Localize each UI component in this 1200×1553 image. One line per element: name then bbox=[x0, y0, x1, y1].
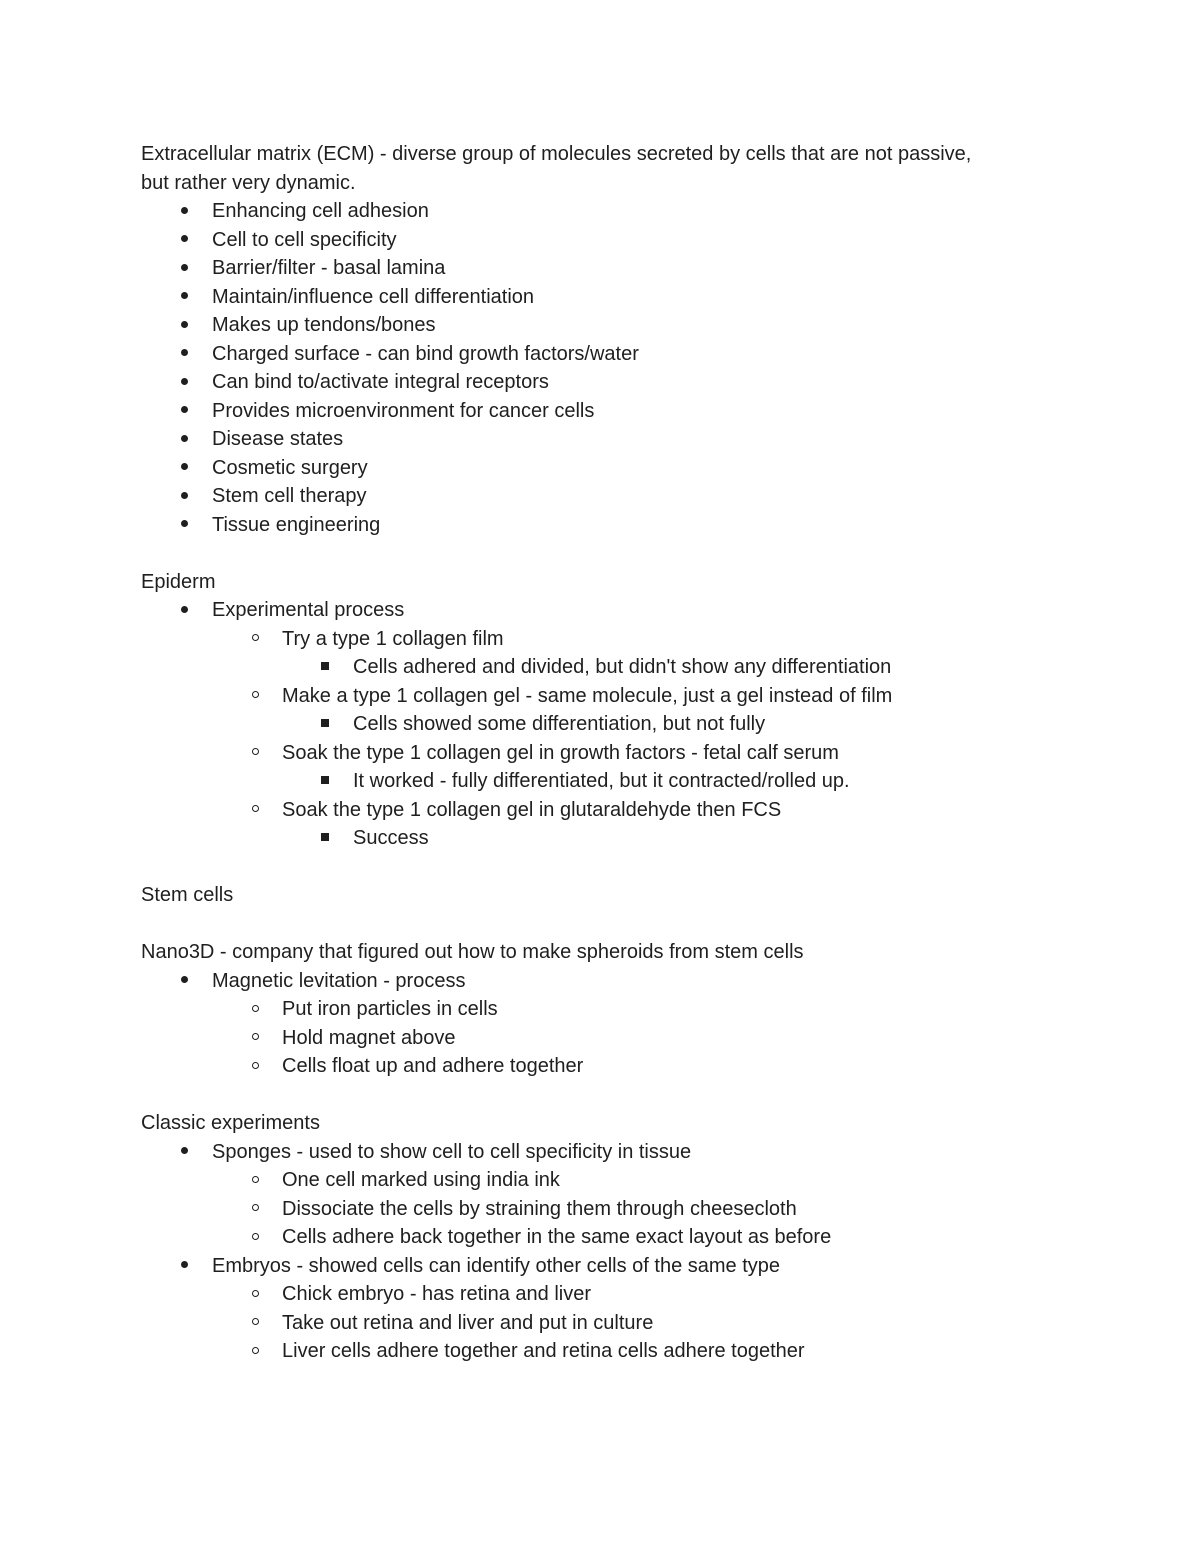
filled-circle-icon bbox=[174, 482, 194, 511]
list-item-level-1 bbox=[141, 254, 1061, 283]
sub-sub-bullet-marker bbox=[321, 719, 329, 727]
sub-sub-bullet-marker bbox=[321, 833, 329, 841]
filled-circle-icon bbox=[174, 1138, 194, 1167]
list-item-text: Experimental process bbox=[212, 599, 405, 621]
list-item-text: Put iron particles in cells bbox=[282, 998, 498, 1020]
filled-circle-icon bbox=[174, 596, 194, 625]
section-4 bbox=[141, 1109, 1061, 1366]
list-item-level-1 bbox=[141, 482, 1061, 511]
sub-bullet-marker bbox=[252, 1290, 259, 1297]
filled-circle-icon bbox=[174, 397, 194, 426]
list-item-text: Can bind to/activate integral receptors bbox=[212, 371, 549, 393]
list-item-level-2 bbox=[141, 1337, 1061, 1366]
hollow-circle-icon bbox=[245, 1024, 265, 1053]
filled-circle-icon bbox=[174, 967, 194, 996]
list-item-text: Embryos - showed cells can identify other cells of the same type bbox=[212, 1254, 781, 1277]
list-item-level-2 bbox=[141, 995, 1061, 1024]
list-item-text: Sponges - used to show cell to cell specificity in tissue bbox=[212, 1140, 692, 1163]
list-item-level-2 bbox=[141, 682, 1061, 711]
section-heading: Stem cells bbox=[141, 884, 234, 906]
list-item-text: Success bbox=[353, 827, 429, 849]
section-1 bbox=[141, 568, 1061, 853]
sub-bullet-marker bbox=[252, 1233, 259, 1240]
list-item-text: Try a type 1 collagen film bbox=[282, 627, 504, 650]
sub-bullet-marker bbox=[252, 1347, 259, 1354]
list-item-level-1 bbox=[141, 197, 1061, 226]
bullet-marker bbox=[181, 321, 188, 328]
list-item-level-3 bbox=[141, 710, 1061, 739]
list-item-text: One cell marked using india ink bbox=[282, 1169, 560, 1191]
hollow-circle-icon bbox=[245, 1337, 265, 1366]
hollow-circle-icon bbox=[245, 739, 265, 768]
list-item-text: Soak the type 1 collagen gel in growth factors - fetal calf serum bbox=[282, 741, 839, 764]
list-item-text: Take out retina and liver and put in culture bbox=[282, 1311, 654, 1334]
list-item-level-3 bbox=[141, 653, 1061, 682]
list-item-text: Barrier/filter - basal lamina bbox=[212, 257, 446, 279]
filled-circle-icon bbox=[174, 368, 194, 397]
hollow-circle-icon bbox=[245, 1223, 265, 1252]
hollow-circle-icon bbox=[245, 1309, 265, 1338]
filled-circle-icon bbox=[174, 254, 194, 283]
list-item-text: Chick embryo - has retina and liver bbox=[282, 1283, 592, 1305]
bullet-marker bbox=[181, 1261, 188, 1268]
filled-square-icon bbox=[315, 824, 335, 853]
filled-circle-icon bbox=[174, 454, 194, 483]
bullet-marker bbox=[181, 292, 188, 299]
sub-bullet-marker bbox=[252, 1005, 259, 1012]
list-item-text: Maintain/influence cell differentiation bbox=[212, 285, 535, 308]
section-2 bbox=[141, 881, 1061, 910]
hollow-circle-icon bbox=[245, 1195, 265, 1224]
list-item-level-2 bbox=[141, 1309, 1061, 1338]
bullet-marker bbox=[181, 378, 188, 385]
list-item-level-1 bbox=[141, 511, 1061, 540]
hollow-circle-icon bbox=[245, 796, 265, 825]
bullet-marker bbox=[181, 406, 188, 413]
list-item-text: Cells adhered and divided, but didn't show any differentiation bbox=[353, 656, 892, 678]
list-item-text: Liver cells adhere together and retina cells adhere together bbox=[282, 1340, 805, 1362]
sub-bullet-marker bbox=[252, 1062, 259, 1069]
filled-circle-icon bbox=[174, 1252, 194, 1281]
filled-circle-icon bbox=[174, 197, 194, 226]
list-item-level-1 bbox=[141, 226, 1061, 255]
list-item-level-3 bbox=[141, 824, 1061, 853]
list-item-text: Cosmetic surgery bbox=[212, 456, 368, 479]
blank-line bbox=[141, 853, 1061, 882]
sub-bullet-marker bbox=[252, 1204, 259, 1211]
bullet-marker bbox=[181, 264, 188, 271]
list-item-level-1 bbox=[141, 1252, 1061, 1281]
bullet-marker bbox=[181, 606, 188, 613]
list-item-text: Cells showed some differentiation, but not fully bbox=[353, 713, 766, 735]
sub-bullet-marker bbox=[252, 634, 259, 641]
hollow-circle-icon bbox=[245, 995, 265, 1024]
filled-square-icon bbox=[315, 767, 335, 796]
section-heading: Nano3D - company that figured out how to make spheroids from stem cells bbox=[141, 941, 804, 963]
list-item-level-1 bbox=[141, 967, 1061, 996]
list-item-level-2 bbox=[141, 625, 1061, 654]
list-item-level-2 bbox=[141, 1166, 1061, 1195]
filled-square-icon bbox=[315, 653, 335, 682]
hollow-circle-icon bbox=[245, 1166, 265, 1195]
list-item-text: Hold magnet above bbox=[282, 1026, 456, 1049]
list-item-level-1 bbox=[141, 368, 1061, 397]
filled-circle-icon bbox=[174, 283, 194, 312]
list-item-text: Magnetic levitation - process bbox=[212, 969, 466, 992]
blank-line bbox=[141, 539, 1061, 568]
sub-sub-bullet-marker bbox=[321, 776, 329, 784]
list-item-level-1 bbox=[141, 454, 1061, 483]
section-heading: but rather very dynamic. bbox=[141, 171, 356, 194]
filled-circle-icon bbox=[174, 311, 194, 340]
hollow-circle-icon bbox=[245, 682, 265, 711]
filled-circle-icon bbox=[174, 425, 194, 454]
document-page bbox=[141, 140, 1061, 1366]
bullet-marker bbox=[181, 463, 188, 470]
list-item-text: Make a type 1 collagen gel - same molecule, just a gel instead of film bbox=[282, 684, 893, 707]
list-item-text: Cell to cell specificity bbox=[212, 228, 397, 251]
bullet-marker bbox=[181, 235, 188, 242]
bullet-marker bbox=[181, 207, 188, 214]
list-item-level-2 bbox=[141, 739, 1061, 768]
list-item-text: Cells float up and adhere together bbox=[282, 1055, 584, 1077]
list-item-text: Cells adhere back together in the same exact layout as before bbox=[282, 1226, 832, 1248]
list-item-level-2 bbox=[141, 1195, 1061, 1224]
list-item-text: Disease states bbox=[212, 428, 344, 450]
sub-bullet-marker bbox=[252, 1033, 259, 1040]
list-item-text: Charged surface - can bind growth factors/water bbox=[212, 342, 639, 365]
section-heading: Classic experiments bbox=[141, 1112, 320, 1134]
sub-bullet-marker bbox=[252, 748, 259, 755]
hollow-circle-icon bbox=[245, 625, 265, 654]
section-0 bbox=[141, 140, 1061, 539]
sub-sub-bullet-marker bbox=[321, 662, 329, 670]
list-item-level-2 bbox=[141, 1052, 1061, 1081]
list-item-level-3 bbox=[141, 767, 1061, 796]
list-item-level-1 bbox=[141, 311, 1061, 340]
sub-bullet-marker bbox=[252, 1318, 259, 1325]
sub-bullet-marker bbox=[252, 1176, 259, 1183]
list-item-level-1 bbox=[141, 397, 1061, 426]
list-item-text: Stem cell therapy bbox=[212, 485, 367, 507]
sub-bullet-marker bbox=[252, 805, 259, 812]
filled-circle-icon bbox=[174, 340, 194, 369]
list-item-text: Tissue engineering bbox=[212, 513, 381, 536]
list-item-text: Makes up tendons/bones bbox=[212, 314, 436, 336]
section-3 bbox=[141, 938, 1061, 1081]
section-heading: Epiderm bbox=[141, 570, 216, 593]
list-item-level-2 bbox=[141, 796, 1061, 825]
list-item-level-1 bbox=[141, 425, 1061, 454]
list-item-text: Dissociate the cells by straining them through cheesecloth bbox=[282, 1197, 797, 1220]
list-item-level-1 bbox=[141, 1138, 1061, 1167]
list-item-text: Provides microenvironment for cancer cells bbox=[212, 399, 595, 422]
list-item-level-1 bbox=[141, 340, 1061, 369]
hollow-circle-icon bbox=[245, 1052, 265, 1081]
list-item-level-2 bbox=[141, 1280, 1061, 1309]
blank-line bbox=[141, 910, 1061, 939]
bullet-marker bbox=[181, 976, 188, 983]
sub-bullet-marker bbox=[252, 691, 259, 698]
filled-square-icon bbox=[315, 710, 335, 739]
filled-circle-icon bbox=[174, 226, 194, 255]
filled-circle-icon bbox=[174, 511, 194, 540]
list-item-level-2 bbox=[141, 1223, 1061, 1252]
list-item-text: Enhancing cell adhesion bbox=[212, 200, 429, 222]
bullet-marker bbox=[181, 520, 188, 527]
bullet-marker bbox=[181, 435, 188, 442]
list-item-text: It worked - fully differentiated, but it contracted/rolled up. bbox=[353, 770, 850, 792]
hollow-circle-icon bbox=[245, 1280, 265, 1309]
list-item-text: Soak the type 1 collagen gel in glutaraldehyde then FCS bbox=[282, 798, 782, 821]
bullet-marker bbox=[181, 492, 188, 499]
section-heading: Extracellular matrix (ECM) - diverse group of molecules secreted by cells that are not passive, bbox=[141, 143, 972, 165]
list-item-level-1 bbox=[141, 283, 1061, 312]
bullet-marker bbox=[181, 1147, 188, 1154]
blank-line bbox=[141, 1081, 1061, 1110]
bullet-marker bbox=[181, 349, 188, 356]
list-item-level-1 bbox=[141, 596, 1061, 625]
list-item-level-2 bbox=[141, 1024, 1061, 1053]
